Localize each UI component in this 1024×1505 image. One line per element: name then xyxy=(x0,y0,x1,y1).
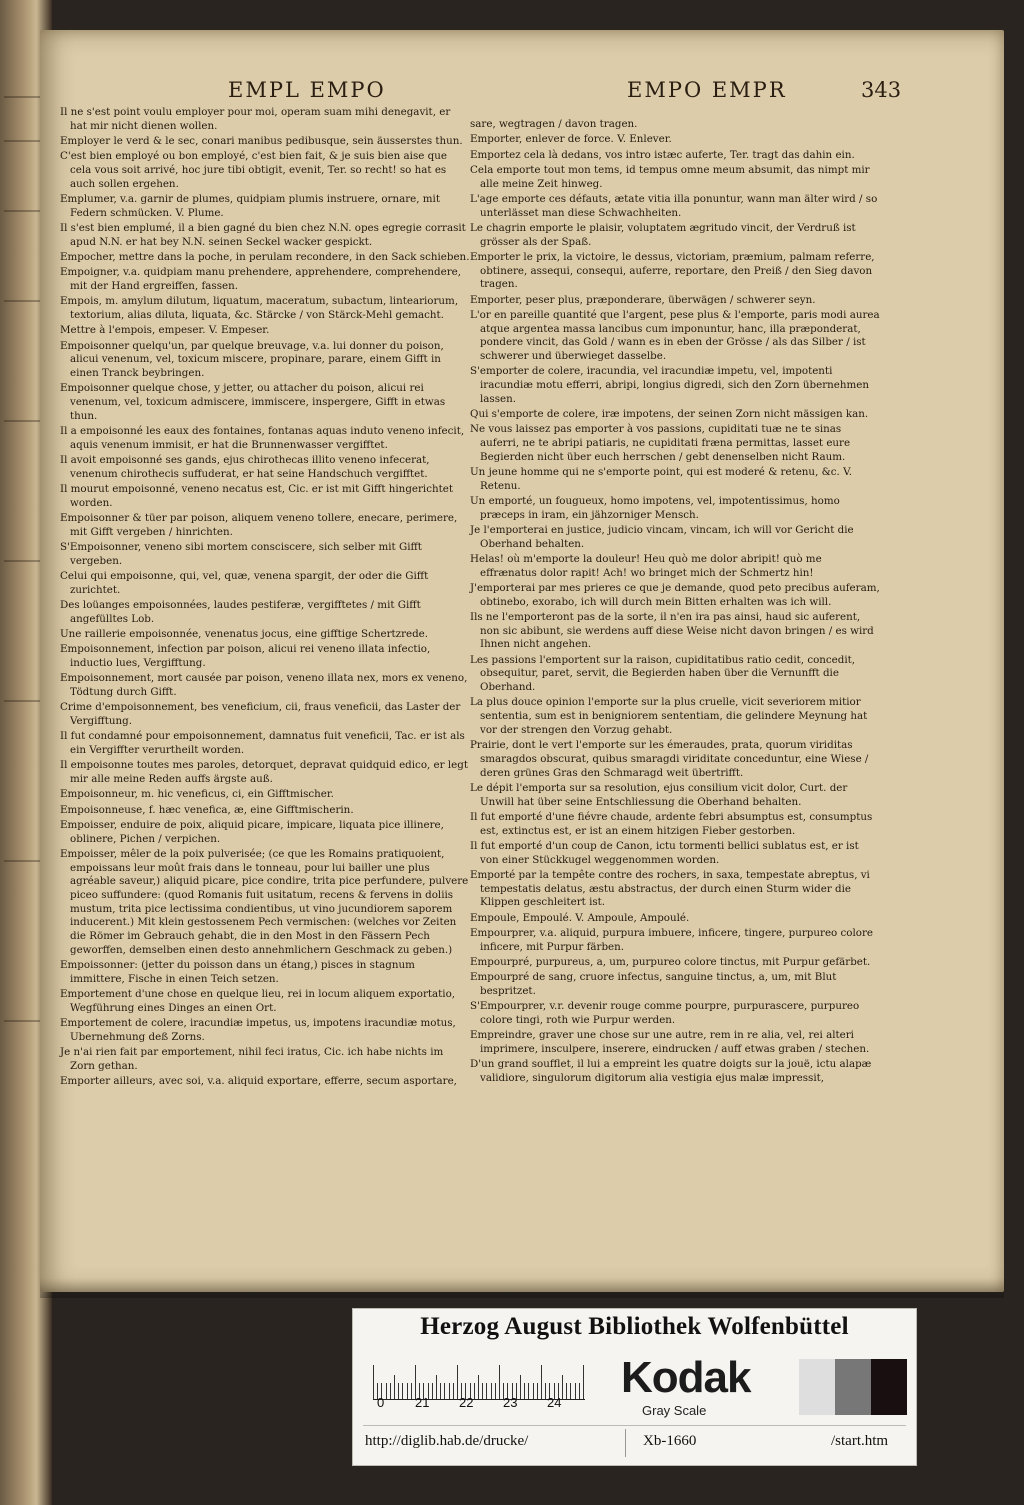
dictionary-entry: Emporter, peser plus, præponderare, überwägen / schwerer seyn. xyxy=(470,293,816,306)
ruler-tick xyxy=(449,1383,450,1399)
dictionary-column-right xyxy=(470,118,880,1087)
ruler-tick xyxy=(440,1383,441,1399)
dictionary-entry: J'emporterai par mes prieres ce que je demande, quod peto precibus auferam, obtinebo, exorabo, ich will durch mein Bitten erhalten was ich will. xyxy=(470,582,880,608)
ruler-tick xyxy=(491,1383,492,1399)
ruler-tick xyxy=(478,1375,479,1399)
dictionary-entry: Empoisonneuse, f. hæc venefica, æ, eine Gifftmischerin. xyxy=(60,803,354,816)
dictionary-entry: Emporté par la tempête contre des rochers, in saxa, tempestate abreptus, vi tempestatis delatus, æstu abstractus, der durch einen Sturm wider die Klippen geschleitert ist. xyxy=(470,868,870,909)
dictionary-entry: Empoissonner: (jetter du poisson dans un étang,) pisces in stagnum immittere, Fische in einen Teich setzen. xyxy=(60,959,415,985)
card-divider-vertical xyxy=(625,1429,626,1457)
dictionary-entry: Empoisonneur, m. hic veneficus, ci, ein Gifftmischer. xyxy=(60,788,334,801)
library-name: Herzog August Bibliothek Wolfenbüttel xyxy=(420,1313,849,1340)
dictionary-entry: Empoisonner quelqu'un, par quelque breuvage, v.a. lui donner du poison, alicui venenum, vel, toxicum miscere, propinare, parare, einem Gifft in einen Tranck beybringen. xyxy=(60,339,444,379)
page-number: 343 xyxy=(861,78,902,102)
bleed-through-line xyxy=(4,140,44,142)
page-bottom-shadow xyxy=(40,1278,1004,1298)
ruler-tick xyxy=(457,1365,458,1399)
dictionary-entry: sare, wegtragen / davon tragen. xyxy=(470,118,638,130)
dictionary-entry: Employer le verd & le sec, conari manibus pedibusque, sein äusserstes thun. xyxy=(60,135,463,147)
ruler-tick xyxy=(537,1383,538,1399)
dictionary-entry: L'or en pareille quantité que l'argent, pese plus & l'emporte, paris modi aurea atque argentea massa lancibus cum imponuntur, hanc, illa præponderat, pondere vincit, das Gold / wann es in eben der Grösse / als das Silber / ist schwerer und überwieget dasselbe. xyxy=(470,308,880,362)
ruler-tick xyxy=(541,1365,542,1399)
ruler-tick xyxy=(402,1383,403,1399)
ruler-tick xyxy=(432,1383,433,1399)
dictionary-entry: Empoisser, enduire de poix, aliquid picare, impicare, liquata pice illinere, oblinere, Pichen / verpichen. xyxy=(60,818,444,845)
ruler-tick xyxy=(562,1375,563,1399)
bleed-through-line xyxy=(4,420,44,422)
calibration-card xyxy=(352,1308,917,1466)
dictionary-entry: Crime d'empoisonnement, bes veneficium, cii, fraus veneficii, das Laster der Vergifftung. xyxy=(60,701,461,727)
ruler-tick xyxy=(579,1383,580,1399)
dictionary-entry: Empois, m. amylum dilutum, liquatum, maceratum, subactum, linteariorum, textorium, alias diluta, liquata, &c. Stärcke / von Stärck-Mehl gemacht. xyxy=(60,295,459,321)
ruler-tick xyxy=(436,1375,437,1399)
gray-scale-label: Gray Scale xyxy=(642,1403,707,1418)
kodak-logo: Kodak xyxy=(621,1353,751,1402)
ruler-tick xyxy=(411,1383,412,1399)
dictionary-entry: Le dépit l'emporta sur sa resolution, ejus consilium vicit dolor, Curt. der Unwill hat über seine Entschliessung die Oberhand behalten. xyxy=(470,781,848,808)
ruler-label: 21 xyxy=(415,1395,430,1410)
bleed-through-line xyxy=(4,860,44,862)
ruler-tick xyxy=(495,1383,496,1399)
dictionary-entry: Empoisonnement, mort causée par poison, veneno illata nex, mors ex veneno, Tödtung durch Gifft. xyxy=(60,672,468,698)
digital-library-url: http://diglib.hab.de/drucke/ xyxy=(365,1433,529,1449)
dictionary-entry: Empocher, mettre dans la poche, in perulam recondere, in den Sack schieben. xyxy=(60,251,470,263)
ruler-tick xyxy=(390,1383,391,1399)
dictionary-entry: Empourpré de sang, cruore infectus, sanguine tinctus, a, um, mit Blut bespritzet. xyxy=(470,971,837,997)
bleed-through-line xyxy=(4,560,44,562)
dictionary-entry: Je l'emporterai en justice, judicio vincam, vincam, ich will vor Gericht die Oberhand behalten. xyxy=(470,524,854,550)
dictionary-entry: Mettre à l'empois, empeser. V. Empeser. xyxy=(60,324,270,337)
ruler-tick xyxy=(583,1365,584,1399)
ruler-tick xyxy=(566,1383,567,1399)
ruler-tick xyxy=(520,1375,521,1399)
dictionary-entry: Emporter ailleurs, avec soi, v.a. aliquid exportare, efferre, secum asportare, xyxy=(60,1075,457,1088)
dictionary-entry: Emportement de colere, iracundiæ impetus, us, impotens iracundiæ motus, Ubernehmung deß Zorns. xyxy=(60,1017,456,1043)
dictionary-entry: Ils ne l'emporteront pas de la sorte, il n'en ira pas ainsi, haud sic auferent, non sic abibunt, sie werdens auff diese Weise nicht davon bringen / es wird Ihnen nicht angehen. xyxy=(470,611,874,651)
dictionary-entry: Empreindre, graver une chose sur une autre, rem in re alia, vel, rei alteri imprimere, insculpere, inserere, eindrucken / auff etwas graben / stechen. xyxy=(470,1029,870,1055)
dictionary-entry: Un jeune homme qui ne s'emporte point, qui est moderé & retenu, &c. V. Retenu. xyxy=(470,466,852,492)
dictionary-entry: Il ne s'est point voulu employer pour moi, operam suam mihi denegavit, er hat mir nicht dienen wollen. xyxy=(60,106,451,132)
dictionary-entry: Le chagrin emporte le plaisir, voluptatem ægritudo vincit, der Verdruß ist grösser als der Spaß. xyxy=(470,221,856,248)
scale-ruler xyxy=(373,1359,585,1400)
dictionary-entry: Emportez cela là dedans, vos intro istæc auferte, Ter. tragt das dahin ein. xyxy=(470,148,855,161)
dictionary-entry: S'Empourprer, v.r. devenir rouge comme pourpre, purpurascere, purpureo colore tingi, roth wie Purpur werden. xyxy=(470,1000,860,1026)
bleed-through-line xyxy=(4,1020,44,1022)
ruler-tick xyxy=(528,1383,529,1399)
dictionary-entry: Les passions l'emportent sur la raison, cupiditatibus ratio cedit, concedit, obsequitur, paret, servit, die Begierden haben über die Vernunfft die Oberhand. xyxy=(470,653,856,694)
bleed-through-line xyxy=(4,700,44,702)
dictionary-entry: Helas! où m'emporte la douleur! Heu quò me dolor abripit! quò me effrænatus dolor rapit! Ach! wo bringet mich der Schmertz hin! xyxy=(470,553,822,579)
dictionary-entry: C'est bien employé ou bon employé, c'est bien fait, & je suis bien aise que cela vous soit arrivé, hoc jure tibi obtigit, evenit, Ter. so recht! so hat es auch sollen ergehen. xyxy=(60,150,447,190)
dictionary-entry: Il s'est bien emplumé, il a bien gagné du bien chez N.N. opes egregie corrasit apud N.N. er hat bey N.N. seinen Seckel wacker gespickt. xyxy=(60,222,466,248)
ruler-label: 22 xyxy=(459,1395,474,1410)
dictionary-entry: Il avoit empoisonné ses gands, ejus chirothecas illito veneno infecerat, venenum chirothecis suffuderat, er hat seine Handschuch vergifftet. xyxy=(60,454,430,480)
dictionary-entry: Empoisonnement, infection par poison, alicui rei veneno illata infectio, inductio lues, Vergifftung. xyxy=(60,643,431,669)
dictionary-entry: Il fut emporté d'une fiévre chaude, ardente febri absumptus est, consumptus est, extinctus est, er ist an einem hitzigen Fieber gestorben. xyxy=(470,810,873,837)
dictionary-entry: Il empoisonne toutes mes paroles, detorquet, depravat quidquid edico, er legt mir alle meine Reden auffs ärgste auß. xyxy=(60,759,468,785)
ruler-tick xyxy=(524,1383,525,1399)
ruler-tick xyxy=(407,1383,408,1399)
dictionary-entry: Qui s'emporte de colere, iræ impotens, der seinen Zorn nicht mässigen kan. xyxy=(470,408,869,420)
dictionary-entry: Empourprer, v.a. aliquid, purpura imbuere, inficere, tingere, purpureo colore inficere, mit Purpur färben. xyxy=(470,926,873,953)
ruler-label: 23 xyxy=(503,1395,518,1410)
dictionary-entry: Il a empoisonné les eaux des fontaines, fontanas aquas induto veneno infecit, aquis venenum immisit, er hat die Brunnenwasser vergifftet. xyxy=(60,425,465,451)
ruler-tick xyxy=(453,1383,454,1399)
dictionary-entry: Empoigner, v.a. quidpiam manu prehendere, apprehendere, comprehendere, mit der Hand ergreiffen, fassen. xyxy=(60,266,461,292)
ruler-label: 0 xyxy=(377,1395,385,1410)
dictionary-entry: S'emporter de colere, iracundia, vel iracundiæ impetu, vel, impotenti iracundiæ motu efferri, abripi, longius digredi, sich den Zorn übernehmen lassen. xyxy=(470,365,870,405)
dictionary-entry: Empoisser, mêler de la poix pulverisée; (ce que les Romains pratiquoient, empoissans leur moût frais dans le tonneau, pour lui bailler une plus agréable saveur,) aliquid picare, pice condire, trita pice perfundere, pulvere piceo suffundere: (quod Romanis fuit usitatum, recens & fervens in doliis mustum, trita pice lectissima condientibus, ut vino jucundiorem saporem inducerent.) Mit klein gestossenem Pech vermischen: (welches vor Zeiten die Römer im Gebrauch gehabt, die in den Most in den Fässern Pech geworffen, demselben einen desto annehmlichern Geschmack zu geben.) xyxy=(60,847,469,956)
ruler-tick xyxy=(533,1383,534,1399)
ruler-tick xyxy=(482,1383,483,1399)
dictionary-entry: Des loüanges empoisonnées, laudes pestiferæ, vergifftetes / mit Gifft angefülltes Lob. xyxy=(60,599,421,625)
url-suffix: /start.htm xyxy=(831,1433,889,1449)
ruler-tick xyxy=(575,1383,576,1399)
gray-swatch-dark xyxy=(871,1359,907,1415)
ruler-tick xyxy=(499,1365,500,1399)
bleed-through-line xyxy=(4,96,44,98)
dictionary-entry: D'un grand soufflet, il lui a empreint les quatre doigts sur la jouë, ictu alapæ validiore, singulorum digitorum alia vestigia ejus malæ impressit, xyxy=(470,1058,872,1084)
ruler-tick xyxy=(486,1383,487,1399)
dictionary-entry: Emporter le prix, la victoire, le dessus, victoriam, præmium, palmam referre, obtinere, assequi, consequi, auferre, reportare, den Preiß / den Sieg davon tragen. xyxy=(470,250,875,291)
bleed-through-line xyxy=(4,300,44,302)
dictionary-entry: Je n'ai rien fait par emportement, nihil feci iratus, Cic. ich habe nichts im Zorn gethan. xyxy=(60,1046,444,1072)
dictionary-entry: Empoisonner & tüer par poison, aliquem veneno tollere, enecare, perimere, mit Gifft vergeben / hinrichten. xyxy=(60,512,458,538)
running-head-left: EMPL EMPO xyxy=(228,78,386,102)
gray-swatch-light xyxy=(799,1359,835,1415)
dictionary-entry: Cela emporte tout mon tems, id tempus omne meum absumit, das nimpt mir alle meine Zeit hinweg. xyxy=(470,163,870,190)
dictionary-entry: Ne vous laissez pas emporter à vos passions, cupiditati tuæ ne te sinas auferri, ne te abripi patiaris, ne cupiditati fræna permittas, lasset eure Begierden nicht über euch herrschen / gebt denenselben nicht Raum. xyxy=(470,423,851,463)
gray-swatch-mid xyxy=(835,1359,871,1415)
ruler-tick xyxy=(474,1383,475,1399)
dictionary-entry: S'Empoisonner, veneno sibi mortem consciscere, sich selber mit Gifft vergeben. xyxy=(60,541,422,567)
dictionary-entry: L'age emporte ces défauts, ætate vitia illa ponuntur, wann man älter wird / so unterlässet man diese Schwachheiten. xyxy=(470,192,878,219)
dictionary-entry: Il mourut empoisonné, veneno necatus est, Cic. er ist mit Gifft hingerichtet worden. xyxy=(60,483,453,509)
dictionary-entry: Un emporté, un fougueux, homo impotens, vel, impotentissimus, homo præceps in iram, ein jähzorniger Mensch. xyxy=(470,495,840,521)
dictionary-entry: Une raillerie empoisonnée, venenatus jocus, eine gifftige Schertzrede. xyxy=(60,628,429,640)
card-divider xyxy=(363,1425,906,1426)
ruler-tick xyxy=(394,1375,395,1399)
dictionary-entry: Prairie, dont le vert l'emporte sur les émeraudes, prata, quorum viriditas smaragdos obscurat, quibus smaragdi viriditate conceduntur, eine Wiese / deren grünes Gras den Schmaragd weit übertrifft. xyxy=(470,739,869,779)
ruler-tick xyxy=(444,1383,445,1399)
ruler-tick xyxy=(373,1365,374,1399)
dictionary-entry: Empoisonner quelque chose, y jetter, ou attacher du poison, alicui rei venenum, vel, toxicum admiscere, immiscere, inspergere, Gifft in etwas thun. xyxy=(60,382,446,422)
ruler-tick xyxy=(386,1383,387,1399)
bleed-through-line xyxy=(4,210,44,212)
ruler-tick xyxy=(570,1383,571,1399)
dictionary-column-left xyxy=(60,106,470,1090)
ruler-label: 24 xyxy=(547,1395,562,1410)
dictionary-entry: Emplumer, v.a. garnir de plumes, quidpiam plumis instruere, ornare, mit Federn schmücken. V. Plume. xyxy=(60,193,440,219)
dictionary-entry: Emporter, enlever de force. V. Enlever. xyxy=(470,133,672,146)
dictionary-entry: Emportement d'une chose en quelque lieu, rei in locum aliquem exportatio, Wegführung eines Dinges an einen Ort. xyxy=(60,988,456,1014)
ruler-tick xyxy=(415,1365,416,1399)
dictionary-entry: Empourpré, purpureus, a, um, purpureo colore tinctus, mit Purpur gefärbet. xyxy=(470,955,871,968)
shelfmark: Xb-1660 xyxy=(643,1433,697,1449)
running-head-right: EMPO EMPR xyxy=(627,78,787,102)
dictionary-entry: Empoule, Empoulé. V. Ampoule, Ampoulé. xyxy=(470,911,690,924)
dictionary-entry: La plus douce opinion l'emporte sur la plus cruelle, vicit severiorem mitior sententia, sum est in benigniorem sententiam, die gelindere Meynung hat vor der strengen den Vorzug gehabt. xyxy=(470,696,868,736)
dictionary-entry: Celui qui empoisonne, qui, vel, quæ, venena spargit, der oder die Gifft zurichtet. xyxy=(60,570,429,596)
ruler-tick xyxy=(398,1383,399,1399)
dictionary-entry: Il fut emporté d'un coup de Canon, ictu tormenti bellici sublatus est, er ist von einer Stückkugel weggenommen worden. xyxy=(470,839,859,866)
dictionary-entry: Il fut condamné pour empoisonnement, damnatus fuit veneficii, Tac. er ist als ein Vergiffter verurtheilt worden. xyxy=(60,730,465,756)
